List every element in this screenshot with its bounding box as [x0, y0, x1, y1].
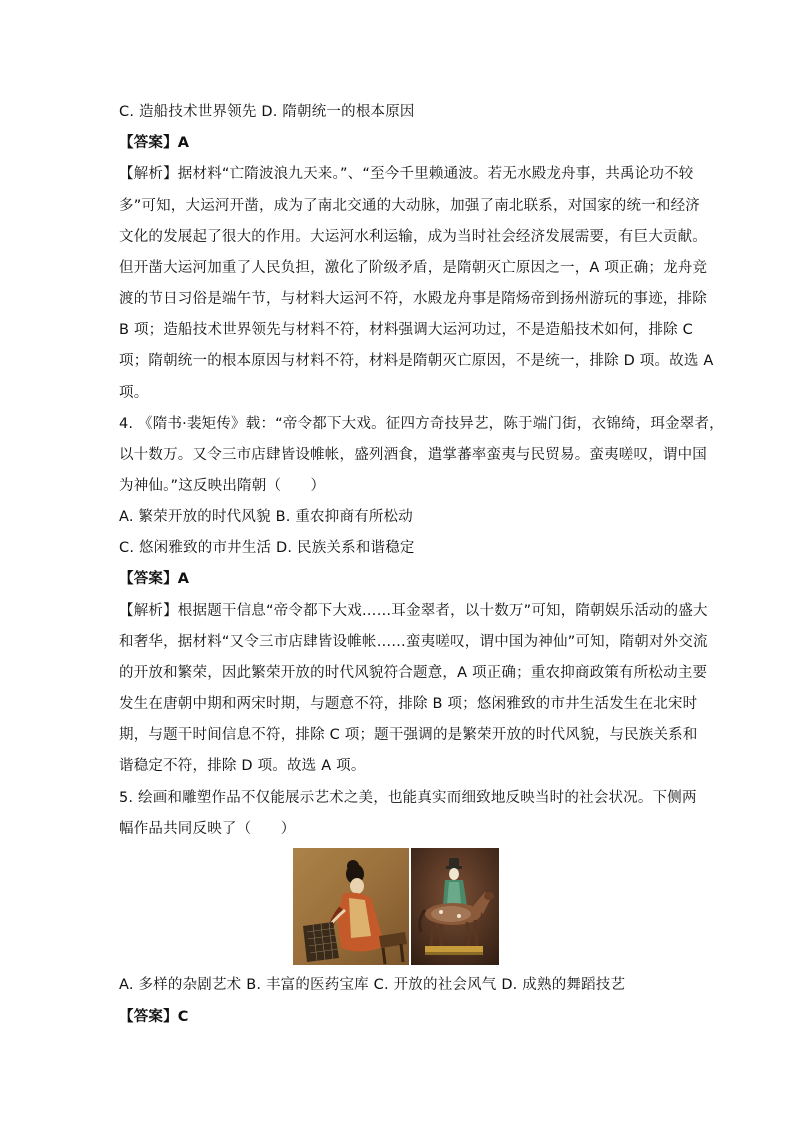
q3-analysis-line: 项。: [119, 385, 149, 401]
q4-analysis-line: 发生在唐朝中期和两宋时期，与题意不符，排除 B 项；悠闲雅致的市井生活发生在北宋时: [119, 696, 698, 712]
q4-stem-line: 以十数万。又令三市店肆皆设帷帐，盛列酒食，遣掌蕃率蛮夷与民贸易。蛮夷嗟叹，谓中国: [119, 447, 707, 463]
q4-answer: 【答案】A: [119, 571, 190, 587]
q4-options-cd: C. 悠闲雅致的市井生活 D. 民族关系和谐稳定: [119, 540, 415, 556]
q3-analysis-line: 【解析】据材料“亡隋波浪九天来。”、“至今千里赖通波。若无水殿龙舟事，共禹论功不较: [119, 166, 694, 182]
q3-analysis-line: 文化的发展起了很大的作用。大运河水利运输，成为当时社会经济发展需要，有巨大贡献。: [119, 229, 707, 245]
q4-stem-line: 为神仙。”这反映出隋朝（ ）: [119, 478, 326, 494]
q3-options-cd: C. 造船技术世界领先 D. 隋朝统一的根本原因: [119, 104, 415, 120]
q3-analysis-line: B 项；造船技术世界领先与材料不符，材料强调大运河功过，不是造船技术如何，排除 C: [119, 322, 693, 338]
q5-stem-line: 5. 绘画和雕塑作品不仅能展示艺术之美，也能真实而细致地反映当时的社会状况。下侧两: [119, 790, 697, 806]
q4-analysis-line: 【解析】根据题干信息“帝令都下大戏……耳金翠者，以十数万”可知，隋朝娱乐活动的盛大: [119, 603, 708, 619]
q3-analysis-line: 多”可知，大运河开凿，成为了南北交通的大动脉，加强了南北联系，对国家的统一和经济: [119, 198, 701, 214]
q4-stem-line: 4. 《隋书·裴矩传》载：“帝令都下大戏。征四方奇技异艺，陈于端门街，衣锦绮，珥金翠者，: [119, 416, 724, 432]
q5-options: A. 多样的杂剧艺术 B. 丰富的医药宝库 C. 开放的社会风气 D. 成熟的舞蹈技艺: [119, 977, 626, 993]
q4-options-ab: A. 繁荣开放的时代风貌 B. 重农抑商有所松动: [119, 509, 413, 525]
q5-stem-line: 幅作品共同反映了（ ）: [119, 821, 296, 837]
painting-image: [293, 848, 409, 965]
q3-answer: 【答案】A: [119, 135, 190, 151]
q4-analysis-line: 的开放和繁荣，因此繁荣开放的时代风貌符合题意，A 项正确；重农抑商政策有所松动主要: [119, 665, 708, 681]
horse-rider-sculpture-image: [411, 848, 499, 965]
q3-analysis-line: 但开凿大运河加重了人民负担，激化了阶级矛盾，是隋朝灭亡原因之一，A 项正确；龙舟竞: [119, 260, 708, 276]
q5-answer: 【答案】C: [119, 1009, 189, 1025]
q3-analysis-line: 渡的节日习俗是端午节，与材料大运河不符，水殿龙舟事是隋炀帝到扬州游玩的事迹，排除: [119, 291, 707, 307]
q3-analysis-line: 项；隋朝统一的根本原因与材料不符，材料是隋朝灭亡原因，不是统一，排除 D 项。故选 A: [119, 353, 714, 369]
q4-analysis-line: 谐稳定不符，排除 D 项。故选 A 项。: [119, 758, 366, 774]
q4-analysis-line: 和奢华，据材料“又令三市店肆皆设帷帐……蛮夷嗟叹，谓中国为神仙”可知，隋朝对外交流: [119, 634, 708, 650]
q4-analysis-line: 期，与题干时间信息不符，排除 C 项；题干强调的是繁荣开放的时代风貌，与民族关系和: [119, 727, 698, 743]
